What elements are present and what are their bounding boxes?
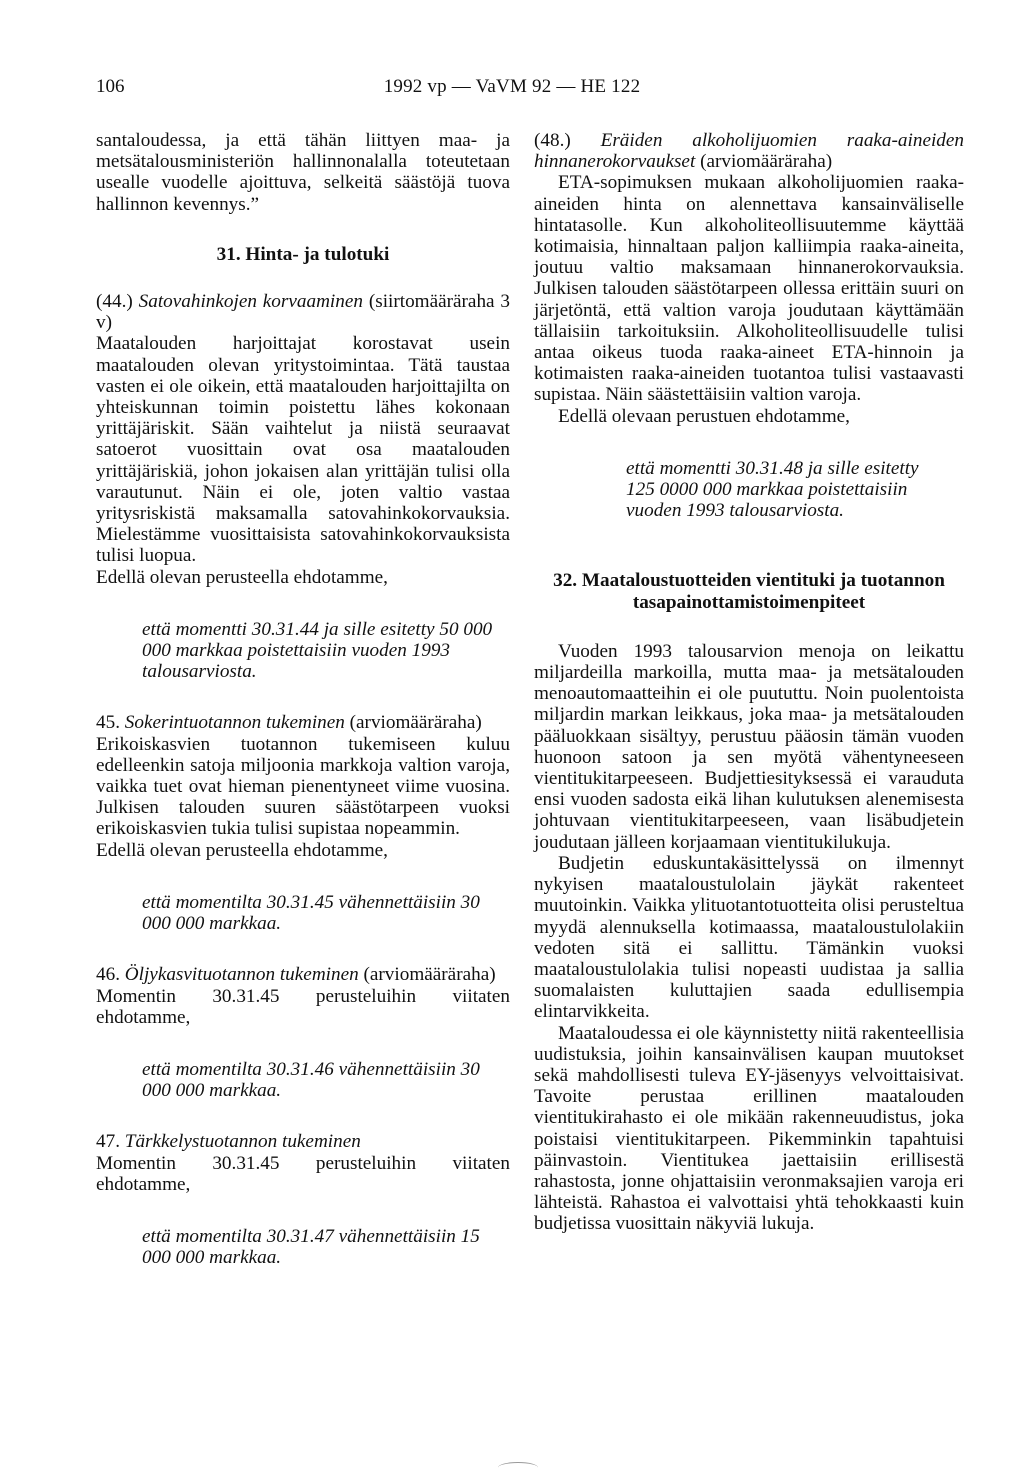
scan-mark [498, 1462, 538, 1473]
item-45 [96, 712, 510, 934]
item-47 [96, 1131, 510, 1268]
item-44-title: Satovahinkojen korvaaminen [138, 291, 363, 313]
item-44 [96, 291, 510, 682]
item-46-text: Momentin 30.31.45 perusteluihin viitaten ehdotamme, [96, 985, 510, 1028]
item-48 [534, 130, 964, 521]
running-head: 1992 vp — VaVM 92 — HE 122 [383, 76, 641, 97]
item-46-number: 46. [96, 964, 120, 986]
item-44-type: (siirtomääräraha 3 v) [96, 291, 511, 334]
item-44-number: (44.) [96, 291, 133, 313]
item-47-title: Tärkkelystuotannon tukeminen [124, 1131, 361, 1153]
item-48-number: (48.) [534, 130, 571, 151]
item-44-text: Maatalouden harjoittajat korostavat usein maatalouden olevan yritystoimintaa. Tätä taustaa vasten ei ole oikein, että maatalouden harjoittajilta on yhteiskunnan toimin poistettu lähes kokonaan yrittäjäriskit. Sään vaihtelut ja niistä seuraavat satoerot vuosittain ovat osa maatalouden yrittäjäriskiä, johon jokaisen alan yrittäjän tulisi olla varautunut. Näin ei ole, joten valtio vastaa yritysriskistä maksamalla satovahinkokorvauksia. Mielestämme vuosittaisista satovahinkokorvauksista tulisi luopua. [96, 333, 510, 567]
item-45-type: (arviomääräraha) [349, 712, 482, 734]
item-45-number: 45. [96, 712, 120, 734]
item-46-title: Öljykasvituotannon tukeminen [124, 964, 359, 986]
item-48-proposal: että momentti 30.31.48 ja sille esitetty 125 0000 000 markkaa poistettaisiin vuoden 1993 talousarviosta. [626, 457, 919, 522]
item-48-heading [534, 130, 964, 172]
item-46 [96, 964, 510, 1101]
item-47-text: Momentin 30.31.45 perusteluihin viitaten ehdotamme, [96, 1152, 510, 1195]
section-31-heading: 31. Hinta- ja tulotuki [216, 243, 390, 265]
page-number: 106 [96, 76, 125, 97]
item-45-text: Erikoiskasvien tuotannon tukemiseen kuluu edelleenkin satoja miljoonia markkoja valtion varoja, vaikka tuet ovat hieman pienentyneet viime vuosina. Julkisen talouden suuren säästötarpeen vuoksi erikoiskasvien tukia tulisi supistaa nopeammin. [96, 733, 510, 840]
item-48-lead: Edellä olevaan perustuen ehdotamme, [558, 405, 850, 427]
item-45-title: Sokerintuotannon tukeminen [124, 712, 345, 734]
section-32-paragraph-2: Budjetin eduskuntakäsittelyssä on ilmennyt nykyisen maataloustulolain jäykät rakenteet muutoinkin. Vaikka ylituotantotuotteita olisi perusteltua myydä alennuksella kotimaassa, maataloustulolakiin vedoten sitä ei sallittu. Tämänkin vuoksi maataloustulolakia tulisi nopeasti uudistaa ja sallia suomalaisten kuluttajien saada edullisempia elintarvikkeita. [534, 852, 964, 1023]
item-45-proposal: että momentilta 30.31.45 vähennettäisiin 30 000 000 markkaa. [142, 891, 480, 935]
item-48-type: (arviomääräraha) [700, 151, 833, 173]
item-47-heading [96, 1131, 510, 1152]
item-45-heading [96, 712, 510, 733]
right-column [534, 130, 964, 1235]
item-46-heading [96, 964, 510, 985]
item-47-number: 47. [96, 1131, 120, 1153]
page-header [0, 76, 1024, 106]
item-46-proposal: että momentilta 30.31.46 vähennettäisiin 30 000 000 markkaa. [142, 1058, 480, 1102]
item-47-proposal: että momentilta 30.31.47 vähennettäisiin 15 000 000 markkaa. [142, 1225, 480, 1269]
item-44-proposal: että momentti 30.31.44 ja sille esitetty 50 000 000 markkaa poistettaisiin vuoden 1993 talousarviosta. [142, 618, 493, 683]
item-48-text: ETA-sopimuksen mukaan alkoholijuomien raaka-aineiden hinta on alennettava kansainväliselle hintatasolle. Kun alkoholiteollisuutemme käyttää kotimaisia, hinnaltaan paljon kalliimpia raaka-aineita, joutuu valtio maksamaan hinnanerokorvauksia. Julkisen talouden säästötarpeen ollessa erittäin suuri on järjetöntä, että valtion varoja joudutaan käyttämään tällaisiin tarkoituksiin. Alkoholiteollisuudelle tulisi antaa oikeus tuoda raaka-aineet ETA-hinnoin ja kotimaisten raaka-aineiden tuotantoa tulisi vastaavasti supistaa. Näin säästettäisiin valtion varoja. [534, 172, 964, 406]
item-44-heading [96, 291, 510, 333]
left-column [96, 130, 510, 1298]
item-45-lead: Edellä olevan perusteella ehdotamme, [96, 839, 388, 861]
section-32-paragraph-1: Vuoden 1993 talousarvion menoja on leikattu miljardeilla markoilla, mutta maa- ja metsätalouden menoautomaatteihin ei ole puututtu. Noin puolentoista miljardin markan leikkaus, joka maa- ja metsätalouden pääluokkaan sisältyy, perustuu pääosin tämän vuoden huonoon satoon ja sen myötä vähentyneeseen vientitukitarpeeseen. Budjettiesityksessä ei varauduta ensi vuoden sadosta eikä lihan kulutuksen alenemisesta johtuvaan vientitukitarpeeseen, vaan lisäbudjetein joudutaan jälleen korjaamaan vientitukilukuja. [534, 640, 964, 853]
intro-paragraph: santaloudessa, ja että tähän liittyen maa- ja metsätalousministeriön hallinnonalalla toteutetaan usealle vuodelle ajoittuva, selkeitä säästöjä tuova hallinnon kevennys.” [96, 130, 510, 215]
section-32-paragraph-3: Maataloudessa ei ole käynnistetty niitä rakenteellisia uudistuksia, joihin kansainvälisen kaupan muutokset sekä mahdollisesti tuleva EY-jäsenyys velvoittaisivat. Tavoite perustaa erillinen maatalouden vientitukirahasto ei ole mikään rakenneuudistus, joka poistaisi vientitukitarpeen. Pikemminkin tapahtuisi päinvastoin. Vientitukea jaettaisiin erillisestä rahastosta, jonne ohjattaisiin veronmaksajien varoja eri lähteistä. Rahastoa ei valvottaisi yhtä tehokkaasti kuin budjetissa vuosittain näkyviä lukuja. [534, 1022, 964, 1235]
item-46-type: (arviomääräraha) [363, 964, 496, 986]
item-48-title: Eräiden alkoholijuomien raaka-aineiden hinnanerokorvaukset [534, 130, 964, 173]
item-44-lead: Edellä olevan perusteella ehdotamme, [96, 566, 388, 588]
section-32-heading: 32. Maataloustuotteiden vientituki ja tuotannon tasapainottamistoimenpiteet [553, 570, 945, 613]
